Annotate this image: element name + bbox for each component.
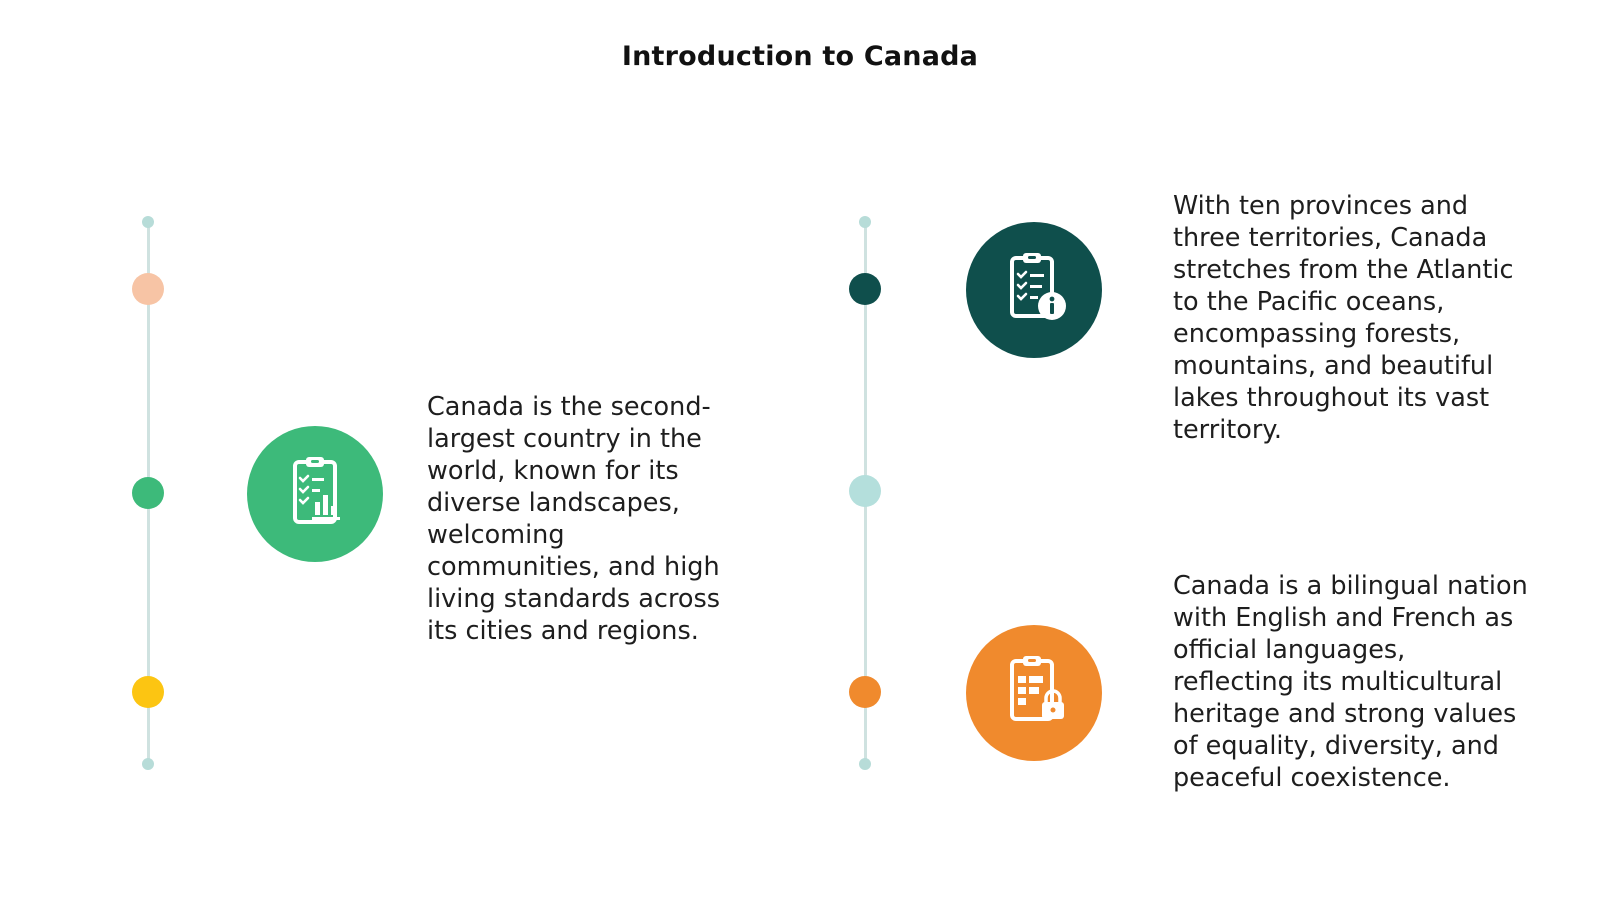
timeline-endpoint-bottom [142, 758, 154, 770]
paragraph-culture [1173, 570, 1528, 794]
icon-circle-dark-teal [966, 222, 1102, 358]
timeline-marker-green [132, 477, 164, 509]
paragraph-line: with English and French as [1173, 603, 1514, 633]
timeline-endpoint-bottom [859, 758, 871, 770]
clipboard-chart-icon [275, 452, 355, 536]
paragraph-line: heritage and strong values [1173, 699, 1517, 729]
paragraph-line: welcoming [427, 520, 565, 550]
paragraph-line: territory. [1173, 415, 1282, 445]
timeline-marker-light-teal [849, 475, 881, 507]
timeline-marker-dark-teal [849, 273, 881, 305]
paragraph-line: encompassing forests, [1173, 319, 1461, 349]
timeline-marker-orange [849, 676, 881, 708]
timeline-endpoint-top [142, 216, 154, 228]
paragraph-country-overview [427, 391, 720, 647]
timeline-endpoint-top [859, 216, 871, 228]
timeline-marker-yellow [132, 676, 164, 708]
paragraph-line: world, known for its [427, 456, 679, 486]
paragraph-geography [1173, 190, 1514, 446]
paragraph-line: its cities and regions. [427, 616, 699, 646]
icon-circle-green [247, 426, 383, 562]
paragraph-line: official languages, [1173, 635, 1406, 665]
icon-circle-orange [966, 625, 1102, 761]
paragraph-line: three territories, Canada [1173, 223, 1488, 253]
timeline-marker-peach [132, 273, 164, 305]
slide-title: Introduction to Canada [621, 41, 979, 72]
paragraph-line: reflecting its multicultural [1173, 667, 1503, 697]
paragraph-line: living standards across [427, 584, 721, 614]
paragraph-line: peaceful coexistence. [1173, 763, 1451, 793]
paragraph-line: diverse landscapes, [427, 488, 680, 518]
paragraph-line: largest country in the [427, 424, 702, 454]
clipboard-lock-icon [994, 651, 1074, 735]
clipboard-info-icon [994, 248, 1074, 332]
paragraph-line: Canada is the second- [427, 392, 711, 422]
paragraph-line: communities, and high [427, 552, 720, 582]
paragraph-line: mountains, and beautiful [1173, 351, 1494, 381]
paragraph-line: of equality, diversity, and [1173, 731, 1499, 761]
paragraph-line: lakes throughout its vast [1173, 383, 1490, 413]
paragraph-line: to the Pacific oceans, [1173, 287, 1445, 317]
paragraph-line: With ten provinces and [1173, 191, 1469, 221]
paragraph-line: stretches from the Atlantic [1173, 255, 1514, 285]
paragraph-line: Canada is a bilingual nation [1173, 571, 1528, 601]
